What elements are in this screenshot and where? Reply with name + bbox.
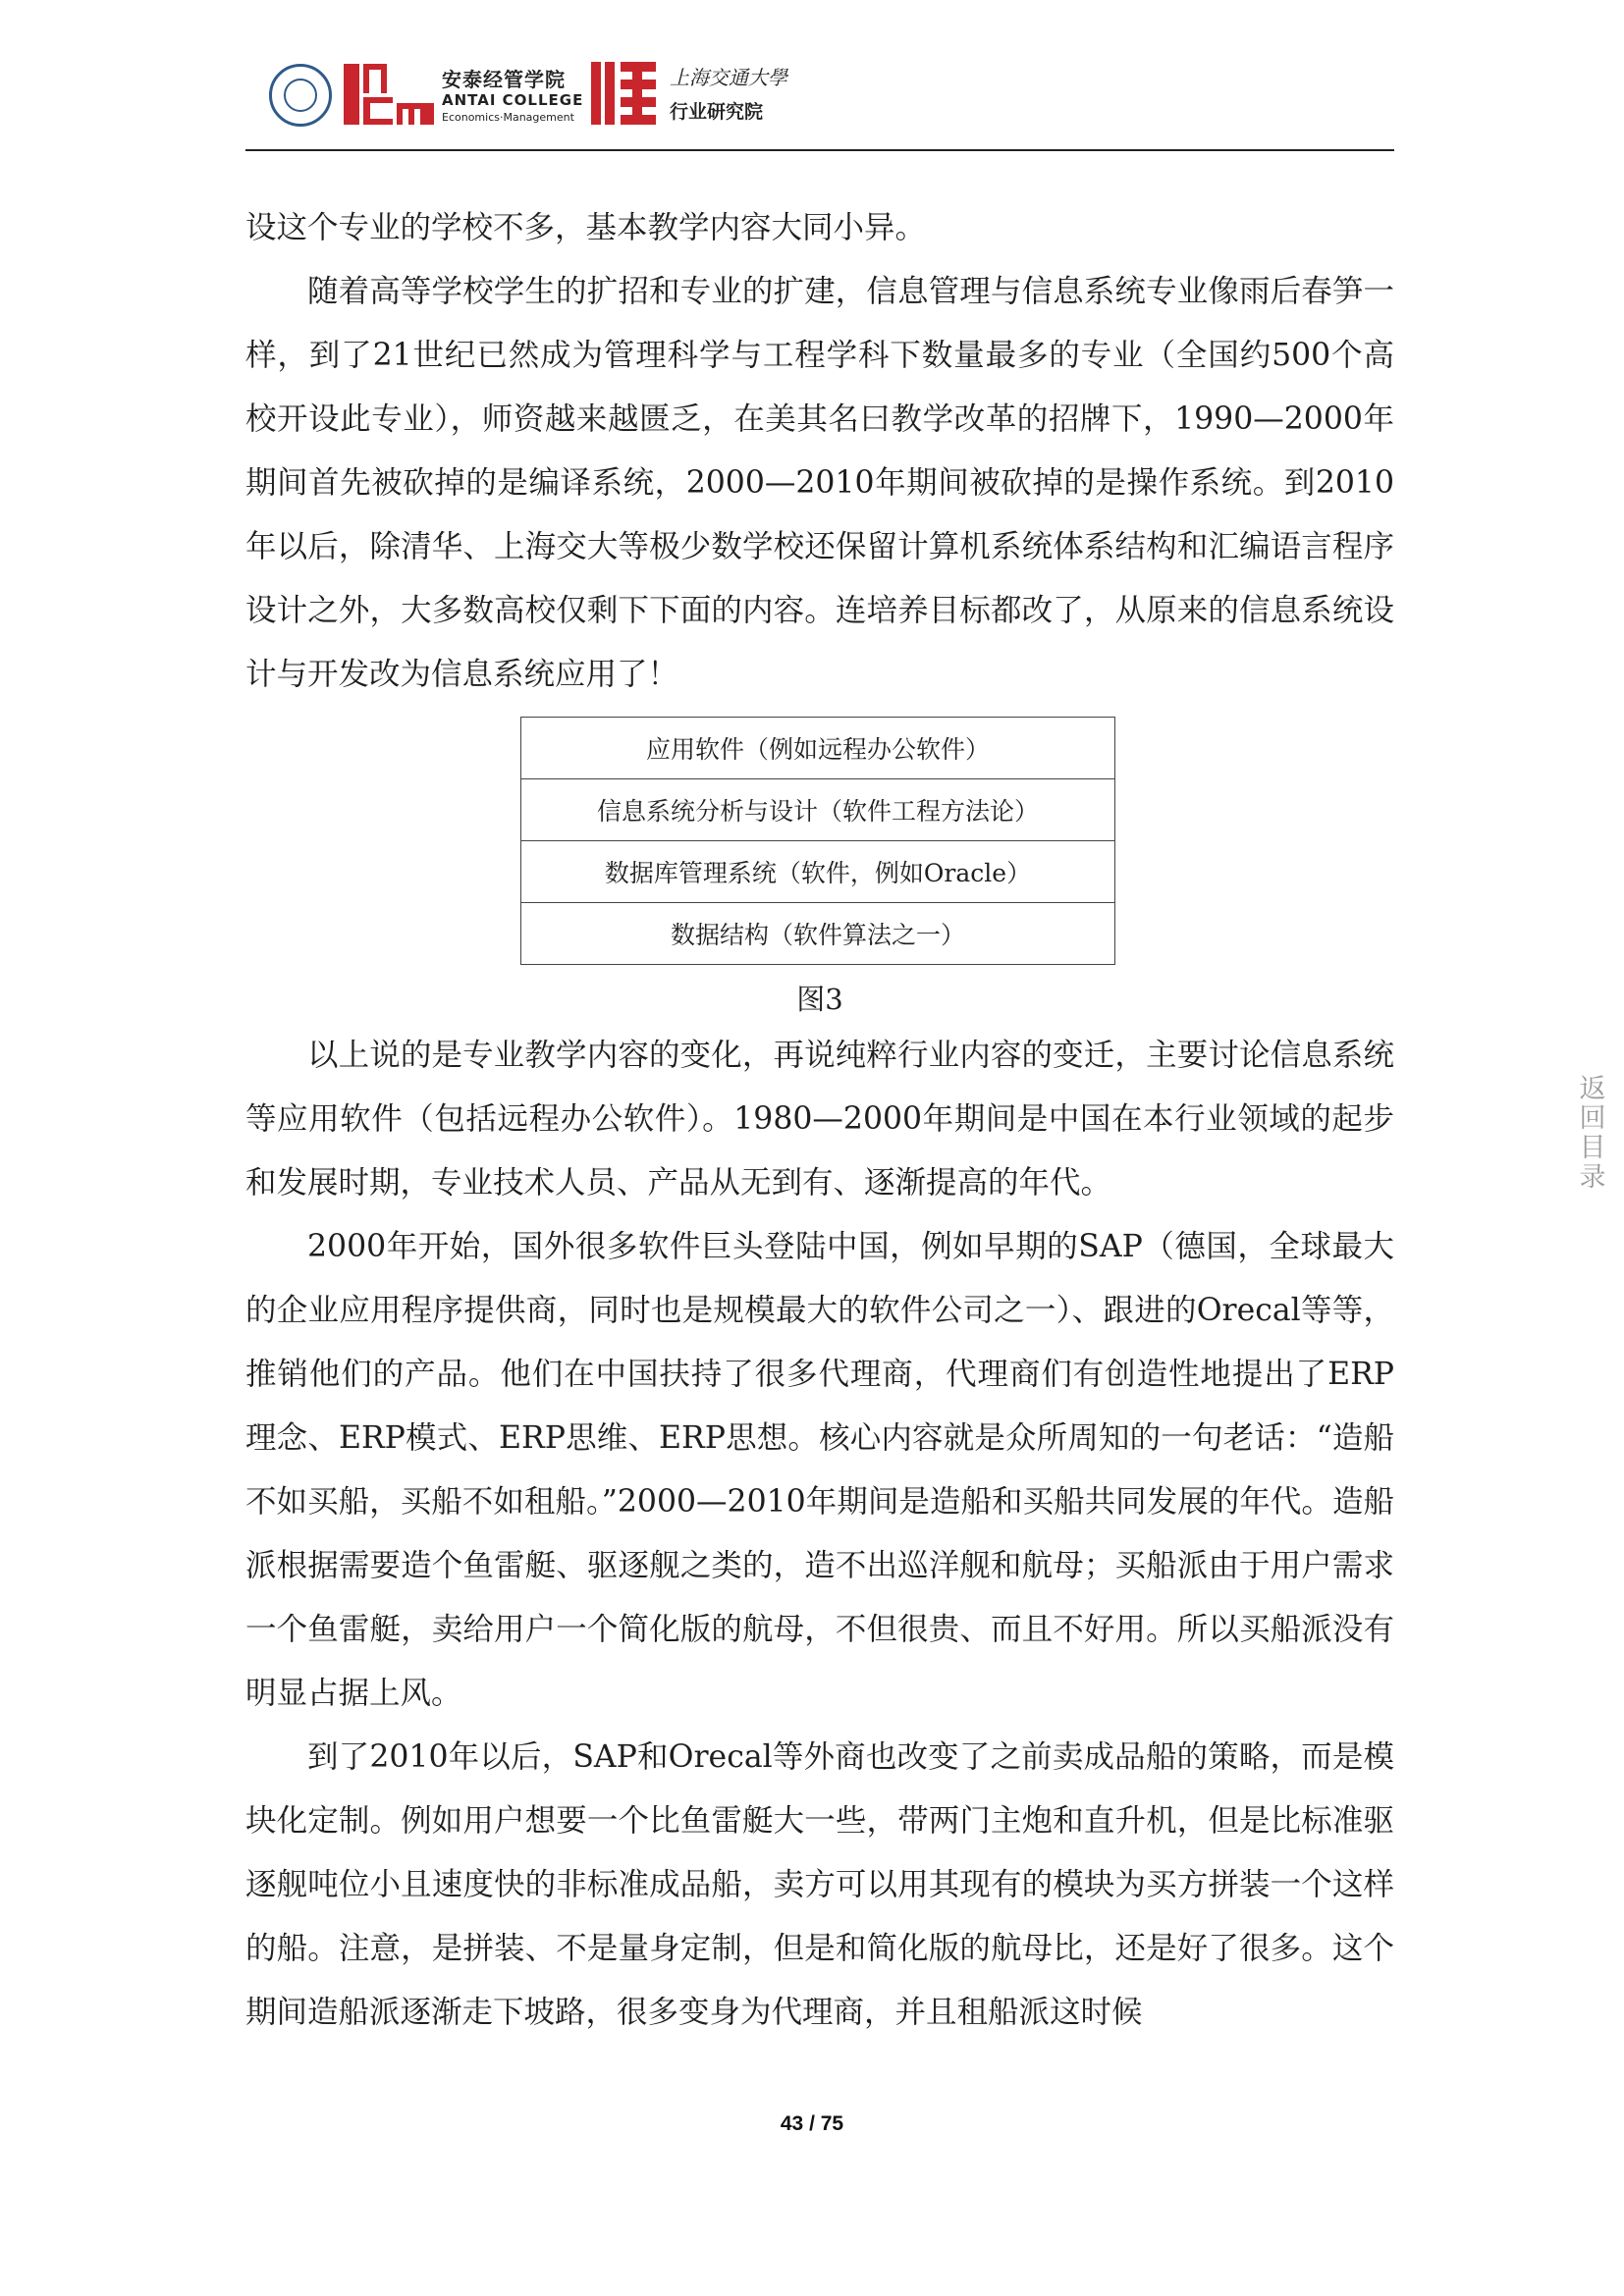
institute-name: 行业研究院 xyxy=(670,101,764,123)
paragraph: 2000年开始，国外很多软件巨头登陆中国，例如早期的SAP（德国，全球最大的企业应用程序提供商，同时也是规模最大的软件公司之一）、跟进的Orecal等等，推销他们的产品。他们在中国扶持了很多代理商，代理商们有创造性地提出了ERP理念、ERP模式、ERP思维、ERP思想。核心内容就是众所周知的一句老话：“造船不如买船，买船不如租船。”2000—2010年期间是造船和买船共同发展的年代。造船派根据需要造个鱼雷艇、驱逐舰之类的，造不出巡洋舰和航母；买船派由于用户需求一个鱼雷艇，卖给用户一个简化版的航母，不但很贵、而且不好用。所以买船派没有明显占据上风。 xyxy=(245,1229,1394,1711)
page-header xyxy=(245,54,1394,152)
college-name-en: ANTAI COLLEGE xyxy=(442,91,584,109)
figure-row: 数据库管理系统（软件，例如Oracle） xyxy=(521,841,1115,903)
paragraph: 到了2010年以后，SAP和Orecal等外商也改变了之前卖成品船的策略，而是模块化定制。例如用户想要一个比鱼雷艇大一些，带两门主炮和直升机，但是比标准驱逐舰吨位小且速度快的非标准成品船，卖方可以用其现有的模块为买方拼装一个这样的船。注意，是拼装、不是量身定制，但是和简化版的航母比，还是好了很多。这个期间造船派逐渐走下坡路，很多变身为代理商，并且租船派这时候 xyxy=(245,1739,1394,2030)
paragraph: 以上说的是专业教学内容的变化，再说纯粹行业内容的变迁，主要讨论信息系统等应用软件（包括远程办公软件）。1980—2000年期间是中国在本行业领域的起步和发展时期，专业技术人员、产品从无到有、逐渐提高的年代。 xyxy=(245,1038,1394,1201)
page-body xyxy=(245,196,1394,2045)
figure-row: 信息系统分析与设计（软件工程方法论） xyxy=(521,779,1115,841)
paragraph: 设这个专业的学校不多，基本教学内容大同小异。 xyxy=(245,210,927,245)
college-name-cn: 安泰经管学院 xyxy=(442,68,566,91)
figure-row: 数据结构（软件算法之一） xyxy=(521,903,1115,965)
page-number: 43 / 75 xyxy=(780,2112,844,2135)
acem-logo-icon xyxy=(344,60,434,129)
college-subtitle: Economics·Management xyxy=(442,111,574,124)
institute-mark-icon xyxy=(591,62,656,125)
back-to-toc-link[interactable]: 返回目录 xyxy=(1579,1074,1606,1193)
figure-caption: 图3 xyxy=(796,983,843,1016)
header-divider xyxy=(245,149,1394,151)
paragraph: 随着高等学校学生的扩招和专业的扩建，信息管理与信息系统专业像雨后春笋一样，到了21世纪已然成为管理科学与工程学科下数量最多的专业（全国约500个高校开设此专业），师资越来越匮乏，在美其名曰教学改革的招牌下，1990—2000年期间首先被砍掉的是编译系统，2000—2010年期间被砍掉的是操作系统。到2010年以后，除清华、上海交大等极少数学校还保留计算机系统体系结构和汇编语言程序设计之外，大多数高校仅剩下下面的内容。连培养目标都改了，从原来的信息系统设计与开发改为信息系统应用了！ xyxy=(245,274,1394,692)
figure-table xyxy=(520,717,1115,965)
sjtu-name: 上海交通大學 xyxy=(670,66,787,89)
sjtu-seal-icon xyxy=(269,64,332,127)
figure-row: 应用软件（例如远程办公软件） xyxy=(521,718,1115,779)
